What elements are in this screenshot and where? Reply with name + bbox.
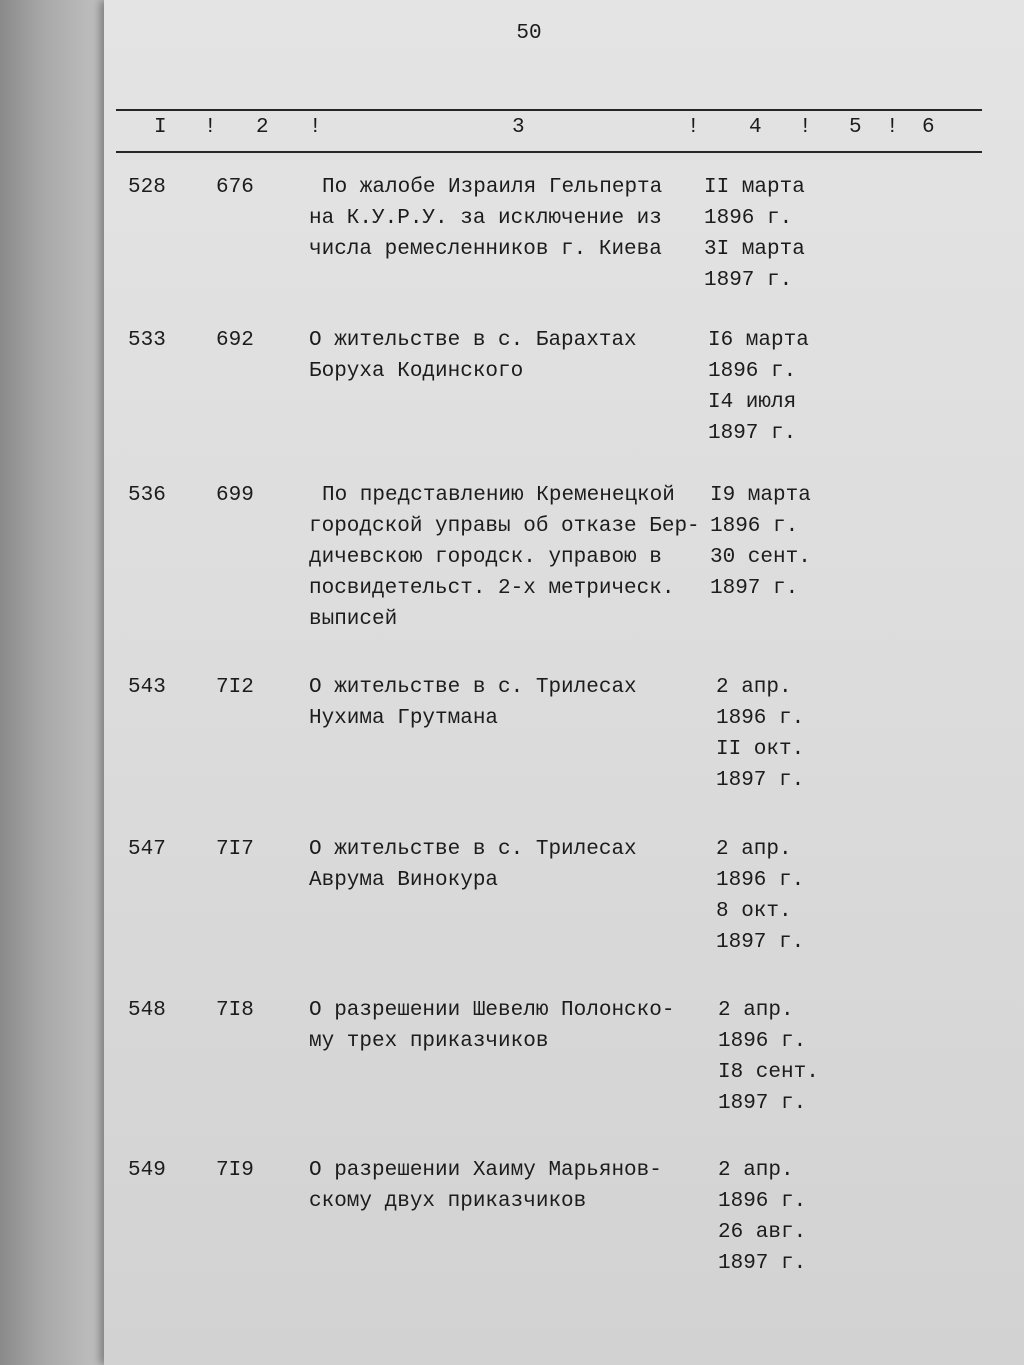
entry-number: 536 [128, 484, 166, 507]
header-col-6: 6 [922, 116, 935, 139]
entry-number: 528 [128, 176, 166, 199]
description-line: О жительстве в с. Трилесах [309, 838, 637, 861]
description-line: посвидетельст. 2-х метрическ. [309, 577, 675, 600]
description-line: О жительстве в с. Трилесах [309, 676, 637, 699]
description-line: О жительстве в с. Барахтах [309, 329, 637, 352]
entry-reference: 7I2 [216, 676, 254, 699]
document-page [104, 0, 1024, 1365]
entry-dates [710, 480, 840, 604]
page-number: 50 [516, 22, 542, 45]
date-line: 2 апр. [718, 999, 794, 1022]
description-line: Боруха Кодинского [309, 360, 524, 383]
header-col-5: 5 [849, 116, 862, 139]
entry-dates [708, 325, 838, 449]
date-line: 2 апр. [716, 676, 792, 699]
description-line: му трех приказчиков [309, 1030, 549, 1053]
header-rule-bottom [116, 151, 982, 153]
description-line: скому двух приказчиков [309, 1190, 587, 1213]
date-line: II марта [704, 176, 805, 199]
entry-reference: 7I7 [216, 838, 254, 861]
date-line: I4 июля [708, 391, 797, 414]
date-line: 1896 г. [716, 869, 805, 892]
entry-reference: 676 [216, 176, 254, 199]
description-line: О разрешении Шевелю Полонско- [309, 999, 675, 1022]
entry-description [309, 1155, 709, 1217]
entry-description [309, 325, 709, 387]
date-line: 1897 г. [710, 577, 799, 600]
header-separator: ! [886, 116, 899, 139]
header-col-3: 3 [512, 116, 525, 139]
date-line: 26 авг. [718, 1221, 807, 1244]
header-col-2: 2 [256, 116, 269, 139]
entry-dates [716, 834, 846, 958]
date-line: I9 марта [710, 484, 811, 507]
date-line: 3I марта [704, 238, 805, 261]
entry-dates [704, 172, 834, 296]
date-line: 2 апр. [716, 838, 792, 861]
date-line: 1896 г. [718, 1030, 807, 1053]
entry-dates [718, 995, 848, 1119]
entry-description [309, 834, 709, 896]
description-line: выписей [309, 608, 398, 631]
entry-number: 548 [128, 999, 166, 1022]
entry-description [309, 672, 709, 734]
header-separator: ! [309, 116, 322, 139]
entry-description [309, 995, 709, 1057]
header-rule-top [116, 109, 982, 111]
entry-reference: 692 [216, 329, 254, 352]
date-line: II окт. [716, 738, 805, 761]
entry-description [309, 480, 722, 635]
entry-reference: 7I8 [216, 999, 254, 1022]
date-line: 1896 г. [710, 515, 799, 538]
description-line: на К.У.Р.У. за исключение из [309, 207, 662, 230]
date-line: 1897 г. [708, 422, 797, 445]
date-line: 30 сент. [710, 546, 811, 569]
description-line: дичевскою городск. управою в [309, 546, 662, 569]
entry-number: 543 [128, 676, 166, 699]
entry-description [309, 172, 722, 265]
date-line: I6 марта [708, 329, 809, 352]
header-separator: ! [799, 116, 812, 139]
date-line: 1897 г. [716, 931, 805, 954]
date-line: I8 сент. [718, 1061, 819, 1084]
date-line: 2 апр. [718, 1159, 794, 1182]
description-line: Аврума Винокура [309, 869, 499, 892]
entry-number: 533 [128, 329, 166, 352]
date-line: 1897 г. [704, 269, 793, 292]
description-line: числа ремесленников г. Киева [309, 238, 662, 261]
description-line: По представлению Кременецкой [322, 484, 675, 507]
date-line: 1896 г. [716, 707, 805, 730]
date-line: 1897 г. [718, 1252, 807, 1275]
entry-number: 549 [128, 1159, 166, 1182]
entry-number: 547 [128, 838, 166, 861]
date-line: 1896 г. [718, 1190, 807, 1213]
date-line: 1897 г. [716, 769, 805, 792]
entry-reference: 699 [216, 484, 254, 507]
date-line: 1896 г. [704, 207, 793, 230]
previous-page-edge [0, 0, 112, 1365]
header-col-1: I [154, 116, 167, 139]
entry-dates [716, 672, 846, 796]
header-separator: ! [687, 116, 700, 139]
date-line: 1896 г. [708, 360, 797, 383]
header-col-4: 4 [749, 116, 762, 139]
entry-dates [718, 1155, 848, 1279]
date-line: 1897 г. [718, 1092, 807, 1115]
description-line: Нухима Грутмана [309, 707, 499, 730]
description-line: По жалобе Израиля Гельперта [322, 176, 663, 199]
date-line: 8 окт. [716, 900, 792, 923]
header-separator: ! [204, 116, 217, 139]
description-line: городской управы об отказе Бер- [309, 515, 700, 538]
description-line: О разрешении Хаиму Марьянов- [309, 1159, 662, 1182]
entry-reference: 7I9 [216, 1159, 254, 1182]
